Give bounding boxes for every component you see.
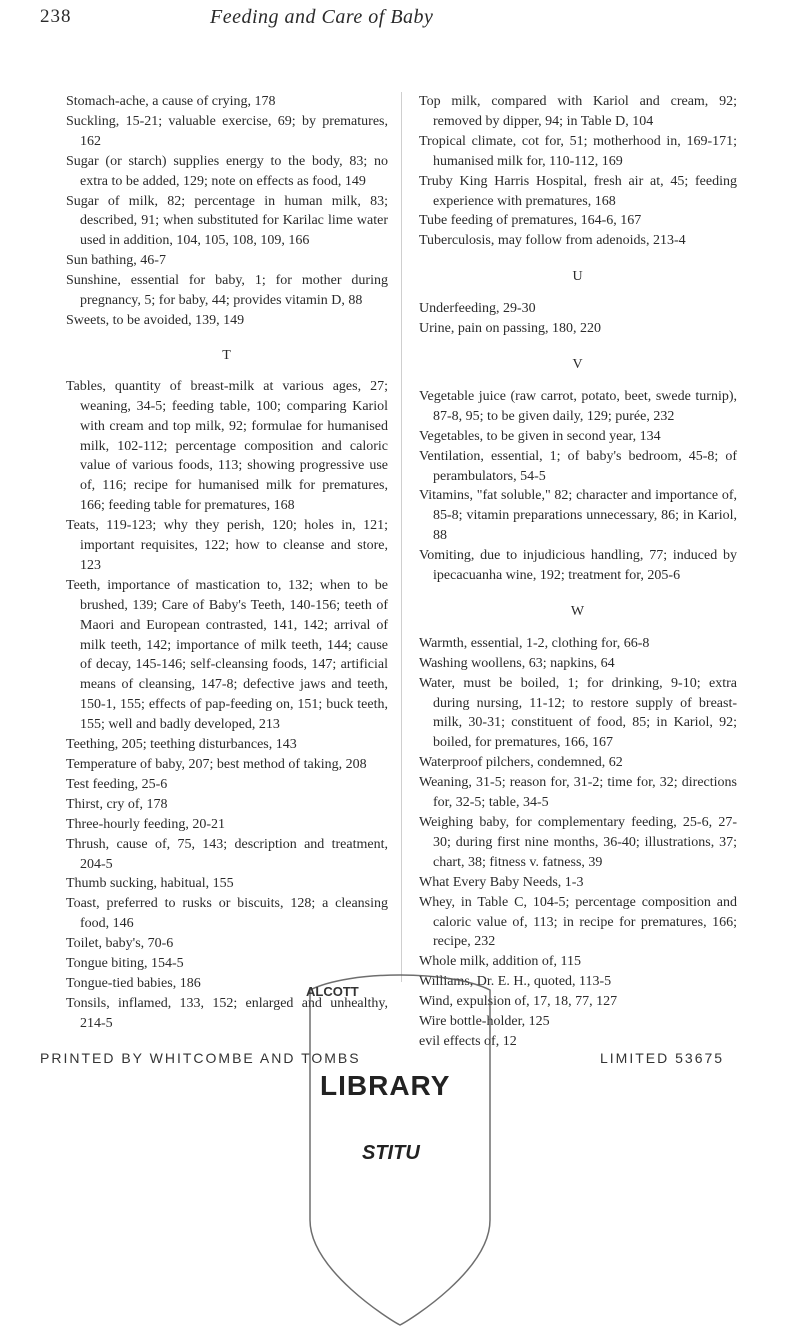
index-entry: Ventilation, essential, 1; of baby's bedroom, 45-8; of perambulators, 54-5	[419, 448, 737, 484]
section-t-continued	[419, 92, 737, 251]
library-stamp	[290, 970, 510, 1330]
index-entry: Waterproof pilchers, condemned, 62	[419, 755, 623, 771]
index-entry: Tongue biting, 154-5	[66, 956, 184, 972]
page-header	[0, 6, 800, 36]
column-divider	[401, 92, 402, 982]
index-entry: Whey, in Table C, 104-5; percentage composition and caloric value of, 113; in recipe for prematures, 166; recipe, 232	[419, 894, 737, 950]
index-entry: Sweets, to be avoided, 139, 149	[66, 312, 245, 328]
library-stamp-word: LIBRARY	[320, 1070, 451, 1101]
index-column-right	[419, 92, 737, 1052]
section-heading-v: V	[572, 356, 584, 372]
index-entry: Suckling, 15-21; valuable exercise, 69; by prematures, 162	[66, 113, 388, 149]
index-entry: Urine, pain on passing, 180, 220	[419, 321, 601, 337]
index-entry: Tropical climate, cot for, 51; motherhood in, 169-171; humanised milk for, 110-112, 169	[419, 133, 737, 169]
section-v	[419, 387, 737, 586]
index-entry: Weighing baby, for complementary feeding, 25-6, 27-30; during first nine months, 36-40; illustrations, 37; chart, 38; fitness v. fatness, 39	[419, 815, 737, 870]
index-entry: Teats, 119-123; why they perish, 120; holes in, 121; important requisites, 122; how to cleanse and store, 123	[66, 518, 388, 573]
section-s	[66, 92, 388, 331]
index-entry: Thumb sucking, habitual, 155	[66, 876, 234, 892]
index-entry: Vegetables, to be given in second year, 134	[419, 428, 661, 444]
library-stamp-top-text: ALCOTT	[306, 984, 359, 999]
index-entry: Stomach-ache, a cause of crying, 178	[66, 94, 276, 109]
index-entry: Sugar of milk, 82; percentage in human milk, 83; described, 91; when substituted for Karilac lime water used in addition, 104, 105, 108, 109, 166	[66, 193, 388, 249]
index-entry: Thirst, cry of, 178	[66, 796, 168, 812]
index-entry: Tables, quantity of breast-milk at various ages, 27; weaning, 34-5; feeding table, 100; comparing Kariol with cream and top milk, 92; formulae for humanised milk, 102-112; percentage composition and caloric value of various foods, 113; showing progressive use of, 116; recipe for humanised milk for prematures, 166; feeding table for prematures, 168	[66, 378, 388, 514]
index-entry: Sun bathing, 46-7	[66, 253, 166, 269]
index-entry: Teeth, importance of mastication to, 132; when to be brushed, 139; Care of Baby's Teeth, 140-156; teeth of Maori and European contrasted, 141, 142; arrival of milk teeth, 142; importance of milk teeth, 144; cause of decay, 145-146; self-cleansing foods, 147; artificial means of cleansing, 147-8; defective jaws and teeth, 150-1, 155; effects of pap-feeding on, 151; buck teeth, 155; well and badly developed, 213	[66, 577, 388, 733]
index-entry: Weaning, 31-5; reason for, 31-2; time for, 32; directions for, 32-5; table, 34-5	[419, 775, 737, 811]
index-entry: Underfeeding, 29-30	[419, 301, 536, 317]
index-entry: Williams, Dr. E. H., quoted, 113-5	[419, 974, 612, 990]
index-entry: Test feeding, 25-6	[66, 776, 168, 792]
section-t	[66, 377, 388, 1034]
index-entry: Truby King Harris Hospital, fresh air at, 45; feeding experience with prematures, 168	[419, 173, 737, 209]
index-entry: Sunshine, essential for baby, 1; for mother during pregnancy, 5; for baby, 44; provides vitamin D, 88	[66, 273, 388, 309]
section-heading-w: W	[570, 603, 586, 619]
printer-imprint-right: LIMITED 53675	[600, 1050, 725, 1066]
index-entry: Three-hourly feeding, 20-21	[66, 816, 225, 832]
index-entry: Tongue-tied babies, 186	[66, 975, 201, 991]
library-stamp-bottom-text: STITU	[362, 1142, 420, 1164]
index-entry: Vomiting, due to injudicious handling, 77; induced by ipecacuanha wine, 192; treatment for, 205-6	[419, 548, 737, 584]
index-column-left	[66, 92, 388, 1034]
index-entry: What Every Baby Needs, 1-3	[419, 874, 584, 890]
index-entry: Teething, 205; teething disturbances, 143	[66, 737, 297, 753]
index-entry: Whole milk, addition of, 115	[419, 954, 582, 970]
index-entry: Water, must be boiled, 1; for drinking, 9-10; extra during nursing, 11-12; to restore supply of breast-milk, 30-31; constituent of food, 85; in Kariol, 92; boiled, for prematures, 166, 167	[419, 675, 737, 751]
index-entry: Warmth, essential, 1-2, clothing for, 66-8	[419, 635, 650, 651]
section-heading-t: T	[222, 347, 232, 363]
index-entry: Wind, expulsion of, 17, 18, 77, 127	[419, 994, 618, 1010]
index-entry: evil effects of, 12	[419, 1033, 517, 1049]
index-entry: Tuberculosis, may follow from adenoids, 213-4	[419, 233, 686, 249]
index-entry: Thrush, cause of, 75, 143; description and treatment, 204-5	[66, 836, 388, 872]
index-entry: Sugar (or starch) supplies energy to the body, 83; no extra to be added, 129; note on effects as food, 149	[66, 153, 388, 189]
printer-imprint-left: PRINTED BY WHITCOMBE AND TOMBS	[40, 1050, 361, 1066]
section-heading-u: U	[572, 269, 584, 285]
index-entry: Temperature of baby, 207; best method of taking, 208	[66, 757, 367, 772]
index-entry: Top milk, compared with Kariol and cream, 92; removed by dipper, 94; in Table D, 104	[419, 94, 737, 129]
section-u	[419, 299, 737, 339]
index-entry: Tonsils, inflamed, 133, 152; enlarged and unhealthy, 214-5	[66, 995, 388, 1031]
index-entry: Vitamins, "fat soluble," 82; character and importance of, 85-8; vitamin preparations unnecessary, 86; in Kariol, 88	[419, 488, 737, 544]
running-title: Feeding and Care of Baby	[210, 6, 434, 28]
index-entry: Tube feeding of prematures, 164-6, 167	[419, 213, 642, 229]
index-entry: Wire bottle-holder, 125	[419, 1014, 550, 1030]
index-entry: Toast, preferred to rusks or biscuits, 128; a cleansing food, 146	[66, 896, 388, 932]
index-entry: Washing woollens, 63; napkins, 64	[419, 655, 615, 671]
index-entry: Toilet, baby's, 70-6	[66, 936, 174, 952]
index-entry: Vegetable juice (raw carrot, potato, beet, swede turnip), 87-8, 95; to be given daily, 129; purée, 232	[419, 388, 737, 424]
page-number: 238	[40, 6, 72, 27]
